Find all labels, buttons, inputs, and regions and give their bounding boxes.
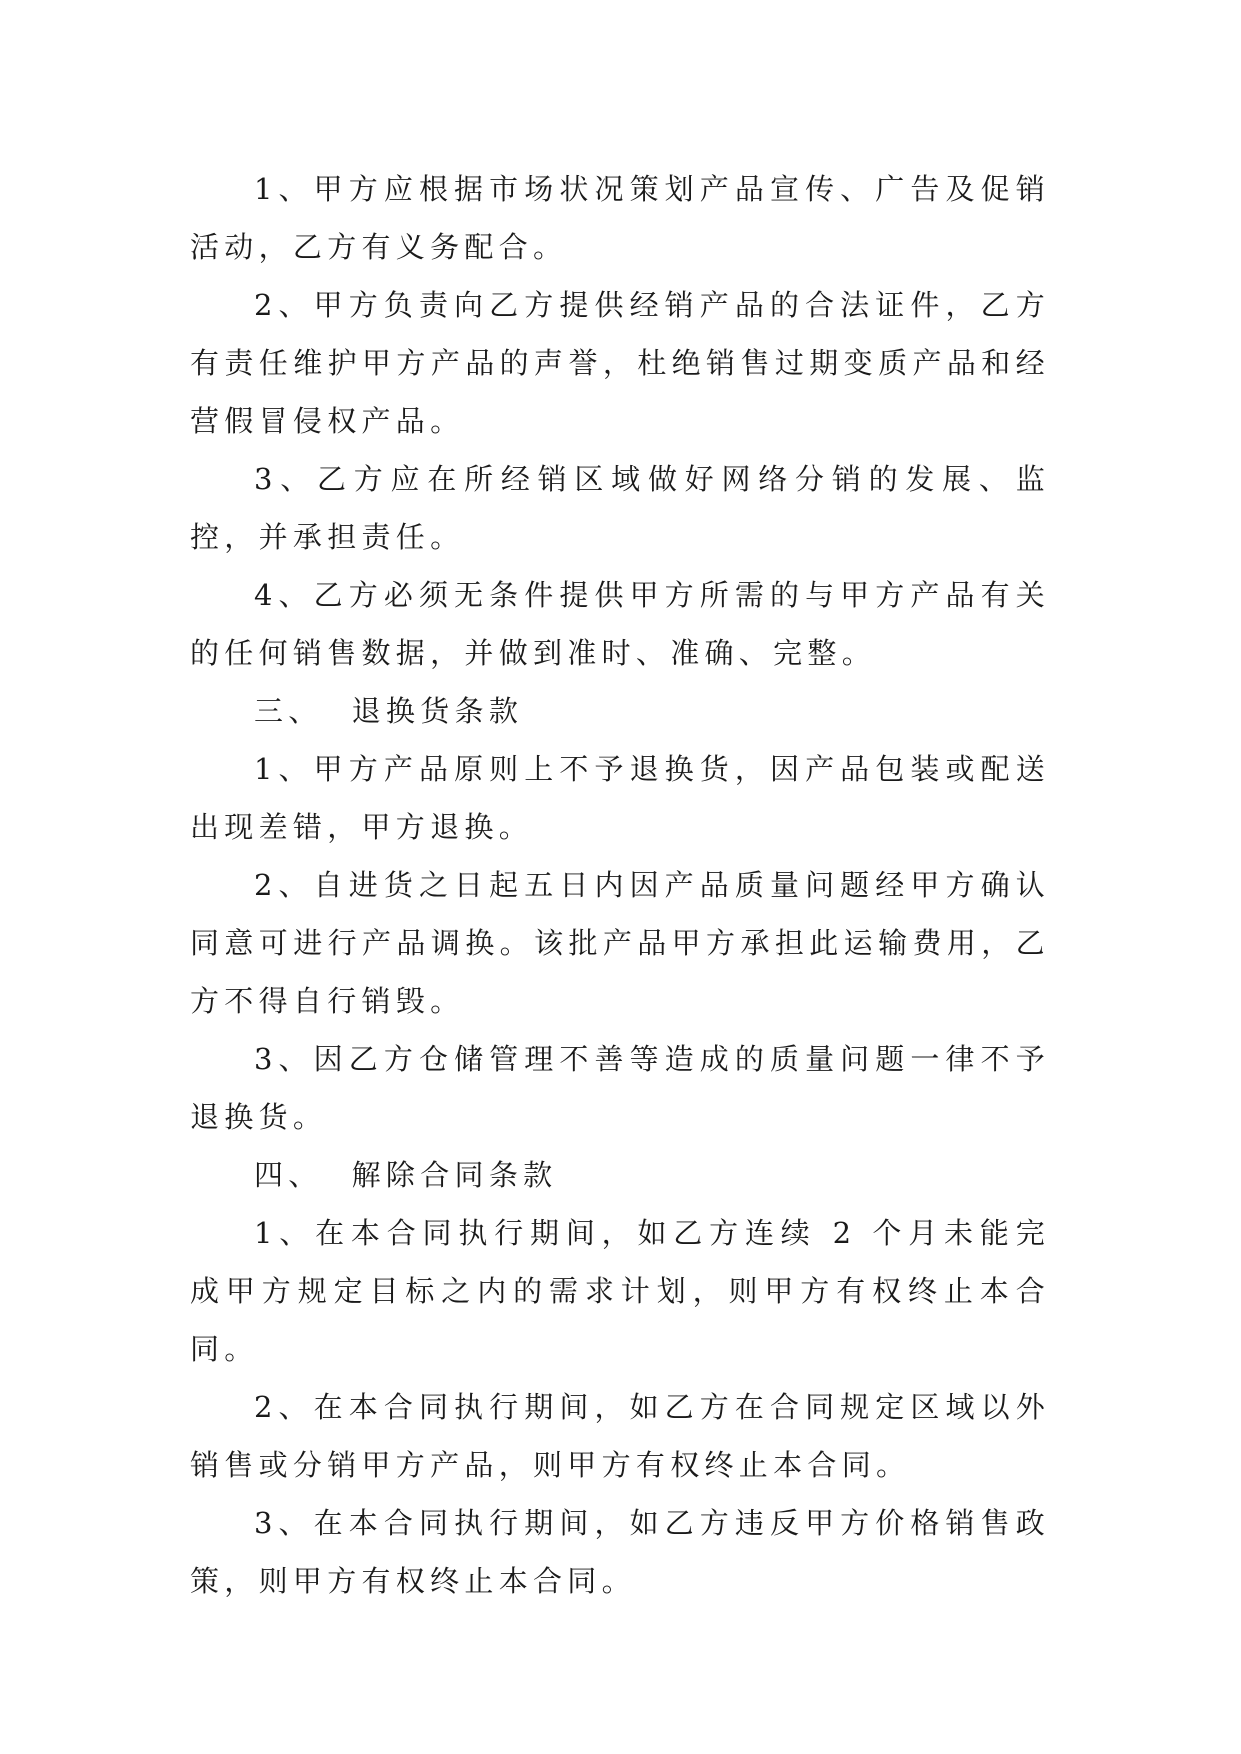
clause-2-3: 3、乙方应在所经销区域做好网络分销的发展、监控，并承担责任。	[190, 462, 1050, 554]
clause-2-1: 1、甲方应根据市场状况策划产品宣传、广告及促销活动，乙方有义务配合。	[190, 172, 1050, 264]
document-page	[190, 160, 1050, 1610]
clause-3-3: 3、因乙方仓储管理不善等造成的质量问题一律不予退换货。	[190, 1042, 1050, 1134]
section-heading-return-exchange: 三、 退换货条款	[254, 694, 524, 728]
clause-4-2: 2、在本合同执行期间，如乙方在合同规定区域以外销售或分销甲方产品，则甲方有权终止本合同。	[190, 1390, 1050, 1482]
clause-2-2: 2、甲方负责向乙方提供经销产品的合法证件，乙方有责任维护甲方产品的声誉，杜绝销售过期变质产品和经营假冒侵权产品。	[190, 288, 1050, 438]
clause-3-1: 1、甲方产品原则上不予退换货，因产品包装或配送出现差错，甲方退换。	[190, 752, 1050, 844]
clause-4-3: 3、在本合同执行期间，如乙方违反甲方价格销售政策，则甲方有权终止本合同。	[190, 1506, 1050, 1598]
clause-3-2: 2、自进货之日起五日内因产品质量问题经甲方确认同意可进行产品调换。该批产品甲方承担此运输费用，乙方不得自行销毁。	[190, 868, 1050, 1018]
section-heading-termination: 四、 解除合同条款	[254, 1158, 558, 1192]
clause-2-4: 4、乙方必须无条件提供甲方所需的与甲方产品有关的任何销售数据，并做到准时、准确、完整。	[190, 578, 1050, 670]
clause-4-1: 1、在本合同执行期间，如乙方连续 2 个月未能完成甲方规定目标之内的需求计划，则甲方有权终止本合同。	[190, 1216, 1050, 1366]
